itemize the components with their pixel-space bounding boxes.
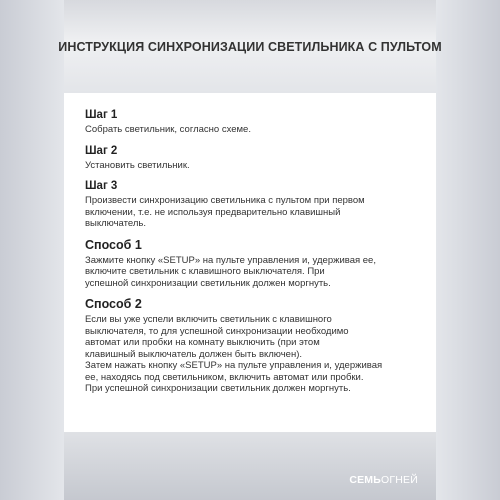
- step-1: [85, 109, 430, 136]
- method-1-heading: Способ 1: [85, 237, 142, 252]
- step-1-text: Собрать светильник, согласно схеме.: [85, 124, 251, 135]
- instruction-sheet: [64, 93, 436, 432]
- footer-banner: [64, 432, 436, 500]
- brand-logo-bold: СЕМЬ: [349, 474, 381, 486]
- method-2-text: Если вы уже успели включить светильник с клавишного выключателя, то для успешной синхронизации необходимо автомат или пробки на комнату выключить (при этом клавишный выключатель должен быть включен). Затем нажать кнопку «SETUP» на пульте управления и, удерживая ее, находясь под светильником, включить автомат или пробки. При успешной синхронизации светильник должен моргнуть.: [85, 314, 383, 394]
- step-3: [85, 180, 430, 230]
- step-1-heading: Шаг 1: [85, 109, 118, 121]
- header-banner: [58, 0, 442, 93]
- step-2-heading: Шаг 2: [85, 144, 118, 157]
- method-2-heading: Способ 2: [85, 297, 142, 311]
- brand-logo: [349, 474, 418, 486]
- step-3-heading: Шаг 3: [85, 180, 118, 192]
- method-1-text: Зажмите кнопку «SETUP» на пульте управления и, удерживая ее, включите светильник с клавишного выключателя. При успешной синхронизации светильник должен моргнуть.: [85, 254, 376, 289]
- page-title: ИНСТРУКЦИЯ СИНХРОНИЗАЦИИ СВЕТИЛЬНИКА С ПУЛЬТОМ: [58, 39, 442, 54]
- step-2: [85, 145, 430, 172]
- method-2: [85, 298, 430, 395]
- step-3-text: Произвести синхронизацию светильника с пультом при первом включении, т.е. не используя предварительно клавишный выключатель.: [85, 195, 365, 229]
- step-2-text: Установить светильник.: [85, 159, 190, 171]
- instruction-content: [85, 109, 430, 404]
- method-1: [85, 239, 430, 290]
- brand-logo-light: ОГНЕЙ: [381, 474, 418, 486]
